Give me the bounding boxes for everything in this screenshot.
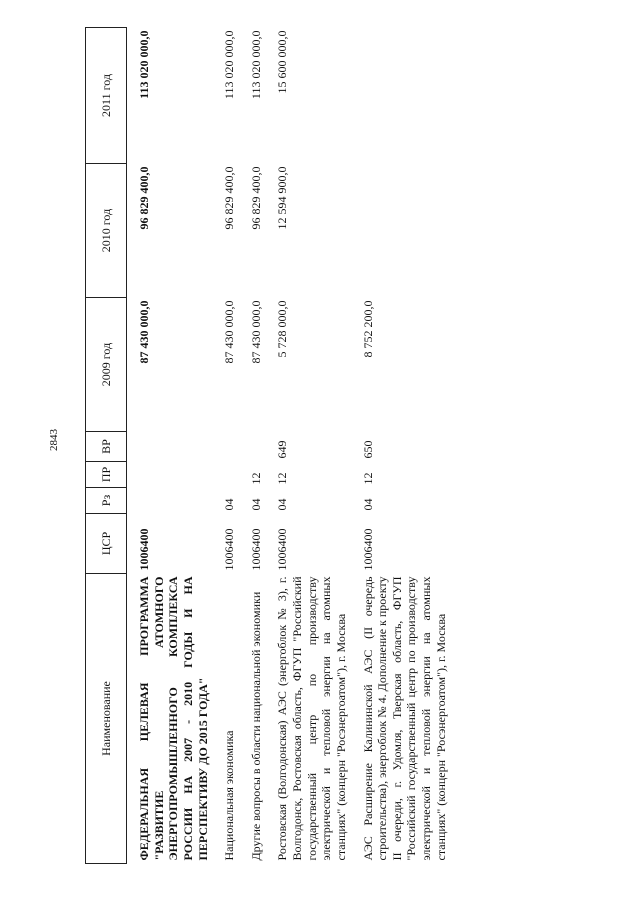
table-row (351, 28, 451, 864)
rotated-table-container (85, 28, 617, 864)
row-2009: 8 752 200,0 (360, 300, 375, 358)
row-pr: 12 (248, 472, 263, 485)
row-vr (212, 432, 239, 462)
row-rz (127, 488, 213, 514)
row-rz: 04 (222, 498, 237, 511)
row-2010: 12 594 900,0 (275, 166, 290, 230)
row-csr: 1006400 (275, 528, 290, 571)
row-2011 (351, 28, 451, 164)
row-vr: 649 (275, 440, 290, 459)
row-name: АЭС Расширение Калининской АЭС (II очередь строительства), энергоблок № 4. Дополнение к проекту II очереди, г. Удомля, Тверская область, ФГУП "Российский государственный центр по производству электрической и тепловой энергии на атомных станциях" (концерн "Росэнергоатом"), г. Москва (360, 576, 448, 861)
row-2011: 113 020 000,0 (222, 30, 237, 100)
page-number: 2843 (48, 429, 60, 451)
row-pr: 12 (275, 472, 290, 485)
row-name: Другие вопросы в области национальной экономики (248, 591, 263, 861)
header-2011: 2011 год (86, 28, 127, 164)
table-row (239, 28, 266, 864)
header-pr: ПР (86, 462, 127, 488)
row-rz: 04 (360, 498, 375, 511)
row-2009: 87 430 000,0 (137, 300, 151, 364)
table-row (265, 28, 350, 864)
row-pr (212, 462, 239, 488)
table-header-row (86, 28, 127, 864)
row-name: Национальная экономика (222, 730, 237, 861)
row-2010 (351, 164, 451, 298)
row-vr (127, 432, 213, 462)
header-csr: ЦСР (86, 514, 127, 574)
row-2011: 15 600 000,0 (275, 30, 290, 94)
row-name: Ростовская (Волгодонская) АЭС (энергоблок № 3), г. Волгодонск, Ростовская область, ФГУП "Российский государственный центр по производству электрической и тепловой энергии на атомных станциях" (концерн "Росэнергоатом"), г. Москва (275, 576, 348, 861)
row-2009: 5 728 000,0 (275, 300, 290, 358)
row-2011: 113 020 000,0 (248, 30, 263, 100)
row-pr (127, 462, 213, 488)
row-csr: 1006400 (248, 528, 263, 571)
row-vr: 650 (360, 440, 375, 459)
row-2011: 113 020 000,0 (137, 30, 151, 99)
table-row (212, 28, 239, 864)
row-rz: 04 (275, 498, 290, 511)
header-vr: ВР (86, 432, 127, 462)
row-2009: 87 430 000,0 (222, 300, 237, 364)
row-2010: 96 829 400,0 (137, 166, 151, 230)
header-2010: 2010 год (86, 164, 127, 298)
row-name: ФЕДЕРАЛЬНАЯ ЦЕЛЕВАЯ ПРОГРАММА "РАЗВИТИЕ АТОМНОГО ЭНЕРГОПРОМЫШЛЕННОГО КОМПЛЕКСА РОССИИ НА 2007 - 2010 ГОДЫ И НА ПЕРСПЕКТИВУ ДО 2015 ГОДА" (137, 576, 210, 861)
row-pr: 12 (360, 472, 375, 485)
header-2009: 2009 год (86, 298, 127, 432)
header-name: Наименование (86, 574, 127, 864)
header-rz: Рз (86, 488, 127, 514)
row-csr: 1006400 (137, 528, 151, 571)
row-csr: 1006400 (360, 528, 375, 571)
budget-table (85, 27, 450, 864)
row-csr: 1006400 (222, 528, 237, 571)
row-vr (239, 432, 266, 462)
table-row (127, 28, 213, 864)
row-2009: 87 430 000,0 (248, 300, 263, 364)
row-2010: 96 829 400,0 (248, 166, 263, 230)
row-rz: 04 (248, 498, 263, 511)
row-2010: 96 829 400,0 (222, 166, 237, 230)
